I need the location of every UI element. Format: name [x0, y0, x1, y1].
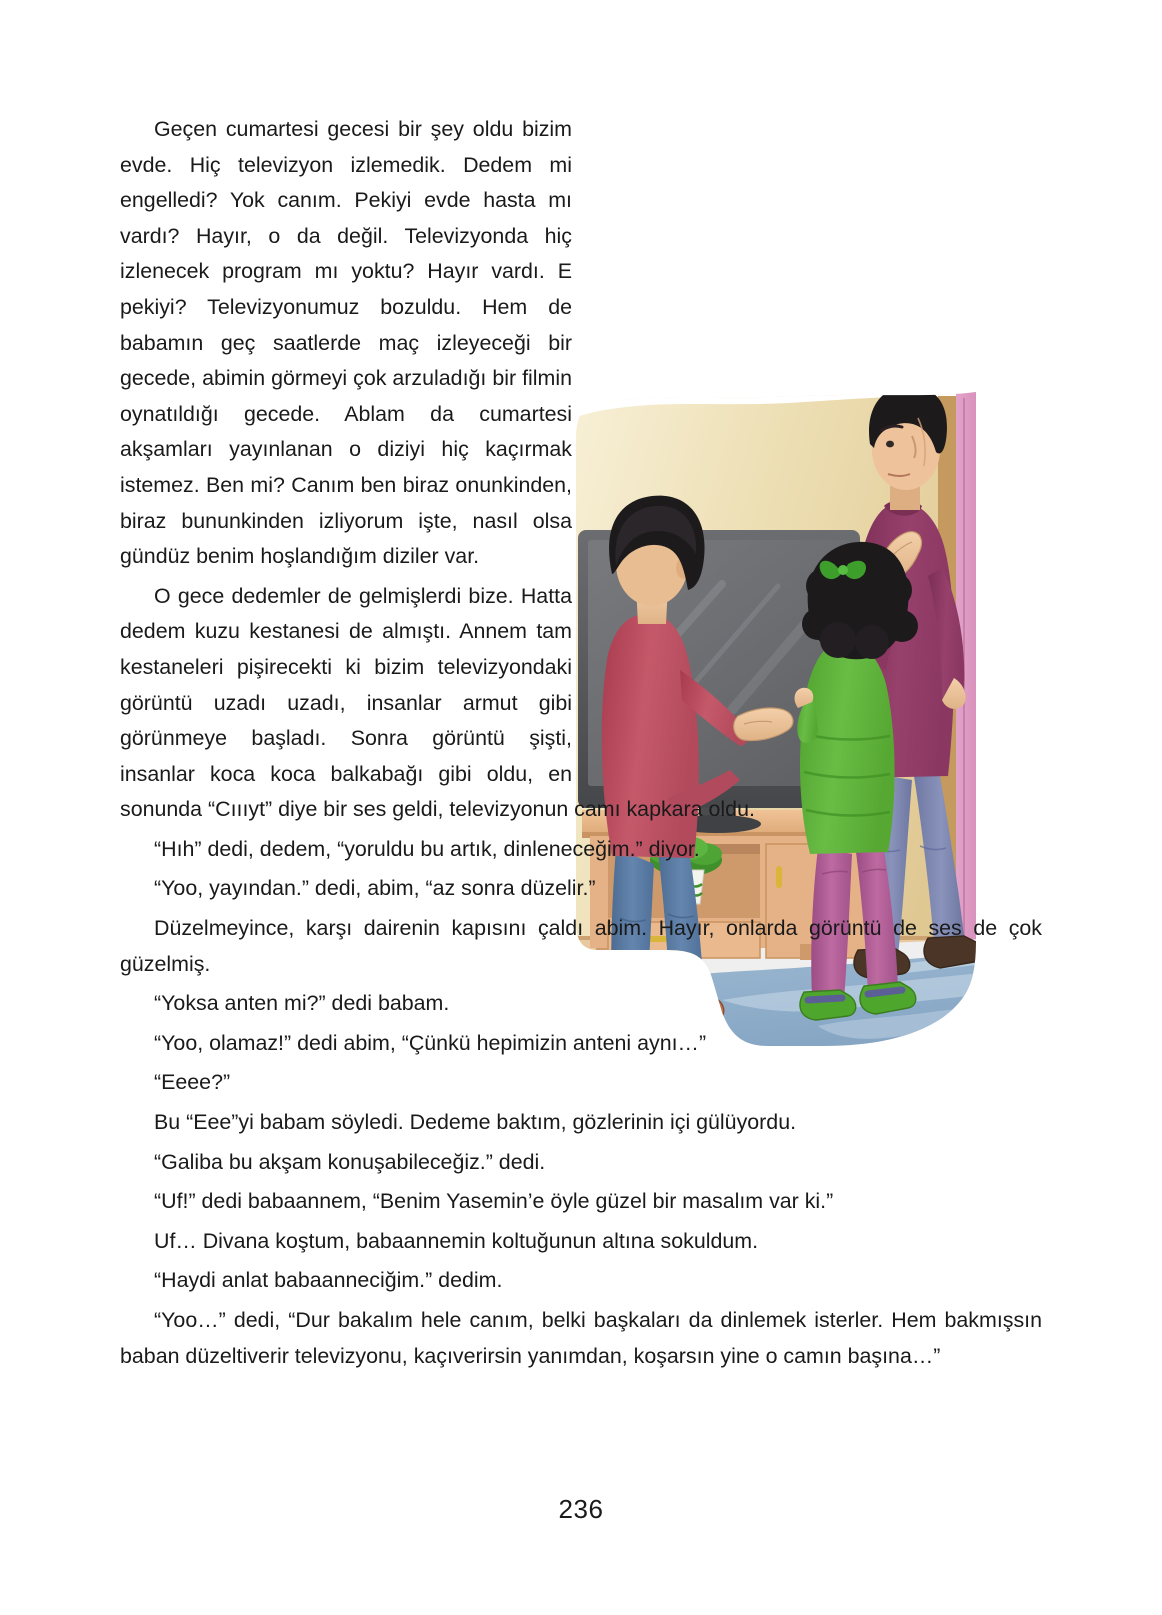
paragraph: “Haydi anlat babaanneciğim.” dedim. — [154, 1268, 503, 1293]
page-number: 236 — [558, 1494, 604, 1524]
paragraph: “Yoksa anten mi?” dedi babam. — [154, 991, 450, 1016]
paragraph: “Yoo…” dedi, “Dur bakalım hele canım, belki başkaları da dinlemek isterler. Hem bakmışsın baban düzeltiverir televizyonu, kaçıverirsin yanımdan, koşarsın yine o camın başına…” — [120, 1308, 1042, 1368]
paragraph: “Galiba bu akşam konuşabileceğiz.” dedi. — [154, 1149, 546, 1174]
paragraph: Bu “Eee”yi babam söyledi. Dedeme baktım, gözlerinin içi gülüyordu. — [154, 1110, 797, 1135]
paragraph: “Yoo, yayından.” dedi, abim, “az sonra düzelir.” — [154, 876, 596, 901]
paragraph: “Eeee?” — [154, 1070, 231, 1095]
paragraph: “Hıh” dedi, dedem, “yoruldu bu artık, dinleneceğim.” diyor. — [154, 836, 700, 861]
page-text-body — [120, 112, 1042, 1374]
paragraph: “Yoo, olamaz!” dedi abim, “Çünkü hepimizin anteni aynı…” — [154, 1030, 707, 1055]
paragraph: “Uf!” dedi babaannem, “Benim Yasemin’e öyle güzel bir masalım var ki.” — [154, 1189, 834, 1214]
paragraph: Geçen cumartesi gecesi bir şey oldu bizim evde. Hiç televizyon izlemedik. Dedem mi engelledi? Yok canım. Pekiyi evde hasta mı vardı? Hayır, o da değil. Televizyonda hiç izlenecek program mı yoktu? Hayır vardı. E pekiyi? Televizyonumuz bozuldu. Hem de babamın geç saatlerde maç izleyeceği bir gecede, abimin görmeyi çok arzuladığı bir filmin oynatıldığı gecede. Ablam da cumartesi akşamları yayınlanan o diziyi hiç kaçırmak istemez. Ben mi? Canım ben biraz onunkinden, biraz bununkinden izliyorum işte, nasıl olsa gündüz benim hoşlandığım diziler var. — [120, 117, 572, 569]
illustration-wrap-spacer — [572, 112, 1042, 784]
paragraph: Uf… Divana koştum, babaannemin koltuğunun altına sokuldum. — [154, 1228, 759, 1253]
paragraph: Düzelmeyince, karşı dairenin kapısını çaldı abim. Hayır, onlarda görüntü de ses de çok güzelmiş. — [120, 916, 1042, 976]
paragraph: O gece dedemler de gelmişlerdi bize. Hatta dedem kuzu kestanesi de almıştı. Annem tam kestaneleri pişirecekti ki bizim televizyondaki görüntü uzadı uzadı, insanlar armut gibi görünmeye başladı. Sonra görüntü şişti, insanlar koca koca balkabağı gibi oldu, en sonunda “Cıııyt” diye bir ses geldi, televizyonun camı kapkara oldu. — [120, 583, 755, 822]
